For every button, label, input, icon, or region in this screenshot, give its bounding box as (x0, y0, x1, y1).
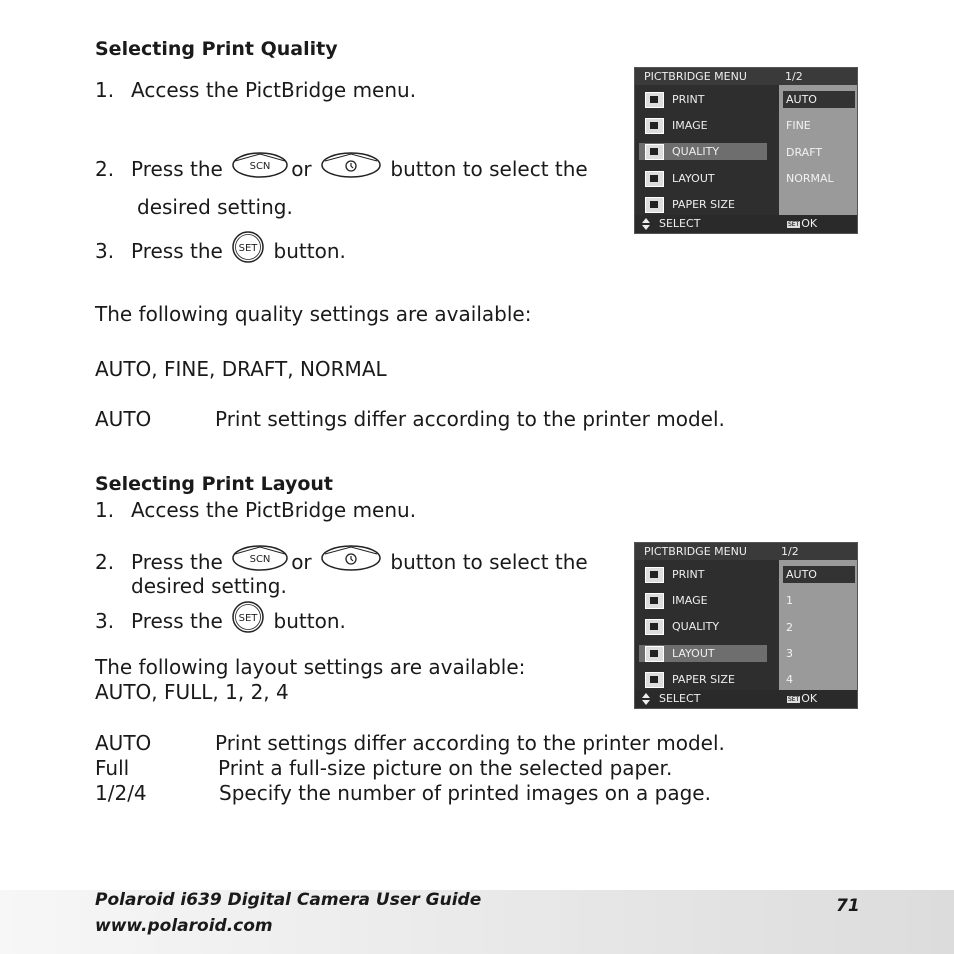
menu-item-quality: QUALITY (639, 143, 767, 160)
screen-title: PICTBRIDGE MENU (644, 545, 747, 558)
menu-item-paper-size: PAPER SIZE (639, 671, 767, 688)
step-number: 2. (95, 157, 115, 181)
screen-header (635, 68, 857, 85)
step-number: 1. (95, 78, 115, 102)
menu-item-layout: LAYOUT (639, 170, 767, 187)
selftimer-button-icon (320, 150, 382, 191)
quality-options-list: AUTO, FINE, DRAFT, NORMAL (95, 357, 387, 381)
screen-header (635, 543, 857, 560)
screen-page: 1/2 (785, 70, 803, 83)
down-arrow-icon (642, 700, 650, 705)
screen-footer (635, 215, 857, 233)
menu-item-image: IMAGE (639, 117, 767, 134)
set-button-icon (231, 600, 265, 645)
quality-def-desc: Print settings differ according to the printer model. (215, 407, 725, 431)
option-fine: FINE (786, 119, 811, 132)
layout-icon (645, 646, 664, 662)
layout-def-term: 1/2/4 (95, 781, 147, 805)
layout-step-3 (95, 600, 346, 636)
menu-item-image: IMAGE (639, 592, 767, 609)
step-text-post: button to select the (390, 157, 588, 181)
scn-label: SCN (249, 161, 271, 172)
set-button-icon (231, 230, 265, 275)
quality-step-1 (95, 78, 416, 102)
or-text: or (291, 157, 312, 181)
layout-intro: The following layout settings are available: (95, 655, 526, 679)
quality-step-2 (95, 150, 588, 186)
print-icon (645, 567, 664, 583)
page-number: 71 (836, 896, 860, 916)
screen-footer (635, 690, 857, 708)
quality-intro: The following quality settings are available: (95, 302, 532, 326)
or-text: or (291, 550, 312, 574)
layout-def-term: AUTO (95, 731, 152, 755)
layout-heading: Selecting Print Layout (95, 473, 333, 495)
option-auto: AUTO (783, 91, 855, 108)
set-label: SET (238, 613, 258, 624)
layout-step-2-cont: desired setting. (131, 574, 287, 598)
option-auto: AUTO (783, 566, 855, 583)
scn-label: SCN (249, 554, 271, 565)
image-icon (645, 593, 664, 609)
quality-heading: Selecting Print Quality (95, 38, 338, 60)
screen-title: PICTBRIDGE MENU (644, 70, 747, 83)
step-text: Press the (131, 550, 223, 574)
footer-ok: SET OK (788, 692, 818, 705)
footer-title: Polaroid i639 Digital Camera User Guide (95, 890, 482, 910)
pictbridge-screen-quality (634, 67, 858, 234)
layout-icon (645, 171, 664, 187)
down-arrow-icon (642, 225, 650, 230)
step-text: Access the PictBridge menu. (131, 78, 417, 102)
step-text-post: button. (273, 609, 346, 633)
up-arrow-icon (642, 693, 650, 698)
pictbridge-screen-layout (634, 542, 858, 709)
up-arrow-icon (642, 218, 650, 223)
menu-item-paper-size: PAPER SIZE (639, 196, 767, 213)
quality-step-3 (95, 230, 346, 266)
option-3: 3 (786, 647, 793, 660)
step-text: Access the PictBridge menu. (131, 498, 417, 522)
quality-step-2-cont: desired setting. (137, 195, 293, 219)
screen-page: 1/2 (781, 545, 799, 558)
option-4: 4 (786, 673, 793, 686)
option-1: 1 (786, 594, 793, 607)
paper-size-icon (645, 197, 664, 213)
footer-url: www.polaroid.com (95, 916, 273, 936)
layout-def-desc: Print a full-size picture on the selected paper. (218, 756, 673, 780)
layout-def-desc: Specify the number of printed images on a page. (219, 781, 711, 805)
step-number: 2. (95, 550, 115, 574)
option-2: 2 (786, 621, 793, 634)
menu-item-quality: QUALITY (639, 618, 767, 635)
option-normal: NORMAL (786, 172, 834, 185)
layout-def-term: Full (95, 756, 130, 780)
menu-item-layout: LAYOUT (639, 645, 767, 662)
layout-step-1 (95, 498, 416, 522)
quality-def-term: AUTO (95, 407, 152, 431)
step-text-post: button. (273, 239, 346, 263)
footer-ok: SET OK (788, 217, 818, 230)
menu-item-print: PRINT (639, 91, 767, 108)
selftimer-button-icon (320, 543, 382, 584)
scn-button-icon (231, 150, 289, 191)
quality-icon (645, 619, 664, 635)
paper-size-icon (645, 672, 664, 688)
step-number: 1. (95, 498, 115, 522)
step-text: Press the (131, 609, 223, 633)
set-mini-icon: SET (788, 220, 800, 228)
image-icon (645, 118, 664, 134)
step-text-post: button to select the (390, 550, 588, 574)
menu-item-print: PRINT (639, 566, 767, 583)
step-number: 3. (95, 239, 115, 263)
step-text: Press the (131, 157, 223, 181)
footer-select: SELECT (659, 692, 701, 705)
layout-def-desc: Print settings differ according to the printer model. (215, 731, 725, 755)
step-number: 3. (95, 609, 115, 633)
footer-select: SELECT (659, 217, 701, 230)
set-mini-icon: SET (788, 695, 800, 703)
quality-icon (645, 144, 664, 160)
print-icon (645, 92, 664, 108)
layout-options-list: AUTO, FULL, 1, 2, 4 (95, 680, 289, 704)
step-text: Press the (131, 239, 223, 263)
set-label: SET (238, 243, 258, 254)
option-draft: DRAFT (786, 146, 823, 159)
